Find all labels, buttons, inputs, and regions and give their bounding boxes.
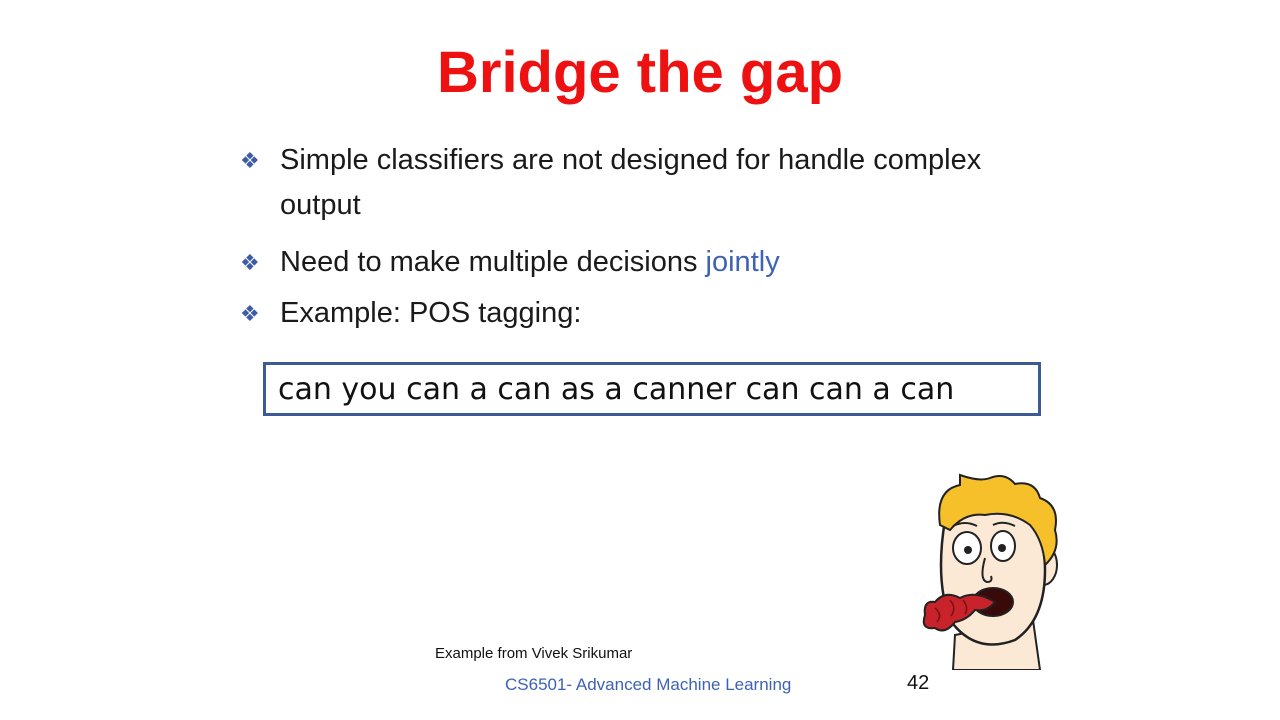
course-footer: CS6501- Advanced Machine Learning [505, 675, 792, 694]
slide-title: Bridge the gap [436, 40, 844, 105]
bullet-text: Simple classifiers are not designed for handle complex output [280, 144, 982, 221]
bullet-item [240, 240, 1020, 285]
bullet-accent-text: jointly [705, 246, 780, 278]
bullet-marker-icon: ❖ [240, 250, 260, 275]
bullet-list [240, 138, 1020, 336]
bullet-marker-icon: ❖ [240, 301, 260, 326]
bullet-item [240, 138, 1020, 228]
tongue-twisted-cartoon-icon [905, 470, 1065, 670]
source-credit: Example from Vivek Srikumar [435, 645, 633, 662]
page-number: 42 [907, 672, 930, 694]
bullet-text: Example: POS tagging: [280, 297, 582, 329]
bullet-marker-icon: ❖ [240, 148, 260, 173]
example-sentence-box: can you can a can as a canner can can a can [263, 362, 1041, 416]
bullet-text: Need to make multiple decisions [280, 246, 706, 278]
bullet-item [240, 291, 1020, 336]
